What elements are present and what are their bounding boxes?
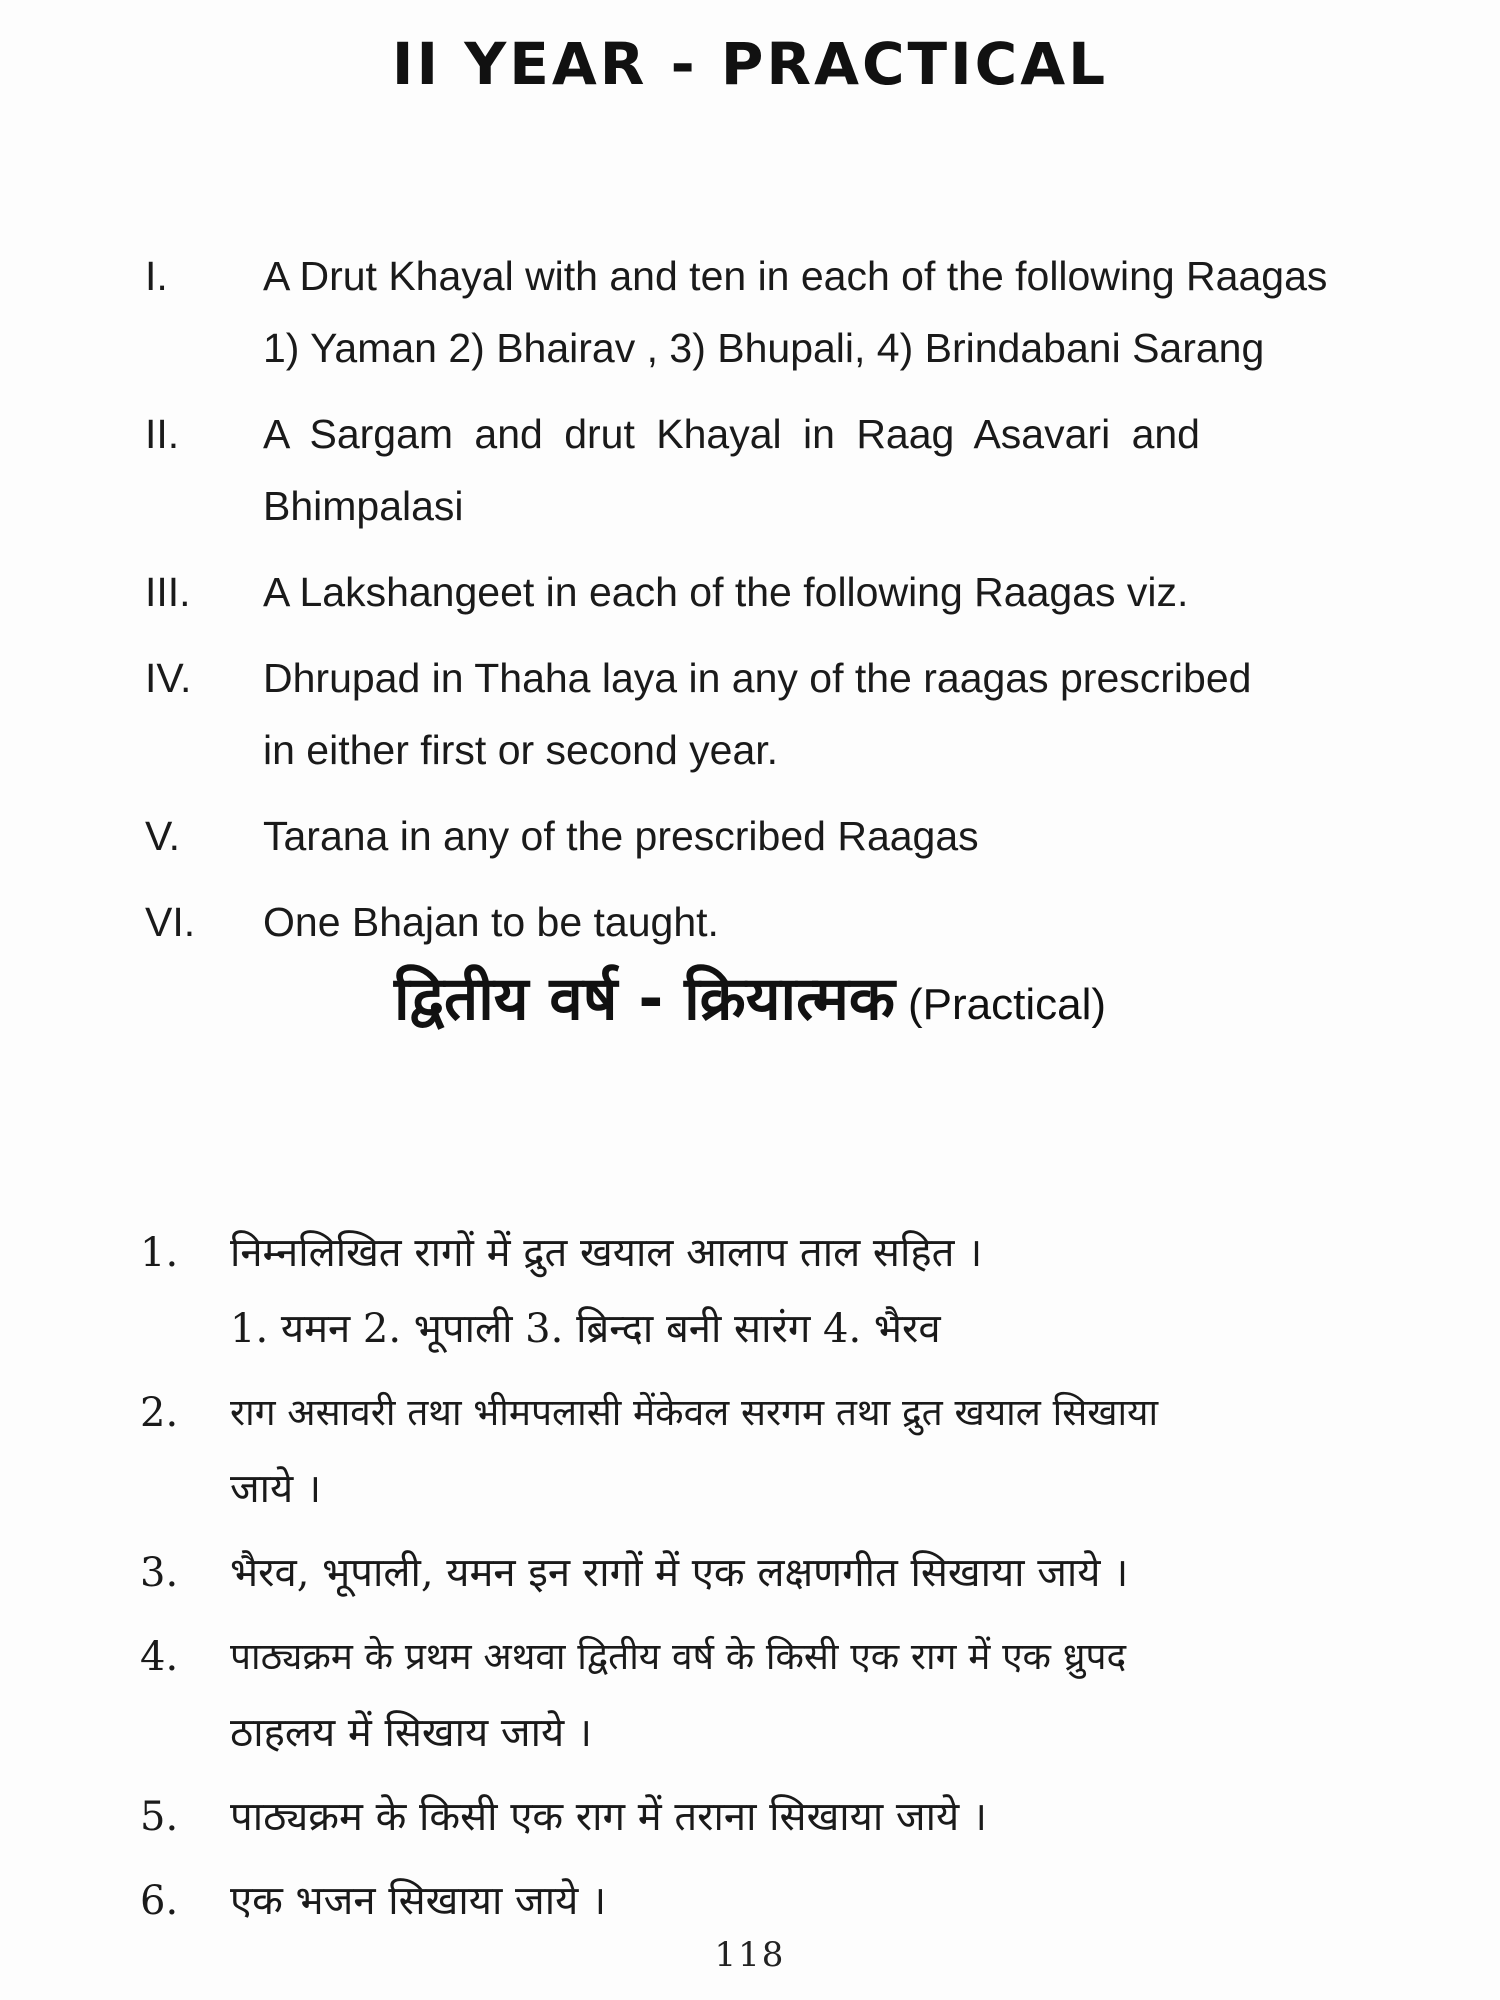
item-text-continued: 1. यमन 2. भूपाली 3. ब्रिन्दा बनी सारंग 4. भैरव <box>230 1306 941 1352</box>
list-item <box>140 1863 1390 1939</box>
item-number: 2. <box>140 1390 179 1436</box>
list-item <box>140 1215 1390 1367</box>
item-number: VI. <box>145 899 196 945</box>
list-item <box>145 398 1385 542</box>
item-text-continued: ठाहलय में सिखाय जाये । <box>230 1710 593 1756</box>
hindi-syllabus-list <box>140 1215 1390 1947</box>
hindi-section-title <box>0 955 1500 1037</box>
list-item <box>145 886 1385 958</box>
english-syllabus-list <box>145 240 1385 972</box>
item-text: A Drut Khayal with and ten in each of the following Raagas <box>263 253 1328 299</box>
item-number: II. <box>145 411 180 457</box>
item-text: एक भजन सिखाया जाये । <box>230 1878 607 1924</box>
item-text: Tarana in any of the prescribed Raagas <box>263 813 979 859</box>
list-item <box>140 1535 1390 1611</box>
list-item <box>140 1779 1390 1855</box>
item-number: 4. <box>140 1634 179 1680</box>
item-text: निम्नलिखित रागों में द्रुत खयाल आलाप ताल सहित । <box>230 1230 983 1276</box>
item-text: भैरव, भूपाली, यमन इन रागों में एक लक्षणगीत सिखाया जाये । <box>230 1550 1129 1596</box>
item-number: IV. <box>145 655 192 701</box>
item-number: 1. <box>140 1230 179 1276</box>
item-text: Dhrupad in Thaha laya in any of the raagas prescribed <box>263 655 1252 701</box>
item-text: One Bhajan to be taught. <box>263 899 719 945</box>
item-number: 3. <box>140 1550 179 1596</box>
item-text-continued: जाये । <box>230 1466 322 1512</box>
item-text: A Lakshangeet in each of the following Raagas viz. <box>263 569 1189 615</box>
page-title: II YEAR - PRACTICAL <box>391 30 1109 98</box>
item-text-continued: 1) Yaman 2) Bhairav , 3) Bhupali, 4) Brindabani Sarang <box>263 325 1265 371</box>
list-item <box>145 642 1385 786</box>
item-text-continued: in either first or second year. <box>263 727 779 773</box>
item-text: पाठ्यक्रम के किसी एक राग में तराना सिखाया जाये । <box>230 1794 988 1840</box>
item-number: 6. <box>140 1878 179 1924</box>
page-number: 118 <box>714 1935 786 1975</box>
item-text: A Sargam and drut Khayal in Raag Asavari and <box>263 411 1200 457</box>
item-number: V. <box>145 813 180 859</box>
list-item <box>145 800 1385 872</box>
item-number: 5. <box>140 1794 179 1840</box>
list-item <box>140 1619 1390 1771</box>
list-item <box>145 556 1385 628</box>
list-item <box>145 240 1385 384</box>
item-text: पाठ्यक्रम के प्रथम अथवा द्वितीय वर्ष के किसी एक राग में एक ध्रुपद <box>230 1635 1127 1678</box>
list-item <box>140 1375 1390 1527</box>
item-number: I. <box>145 253 168 299</box>
hindi-title-text: द्वितीय वर्ष - क्रियात्मक <box>393 964 895 1034</box>
item-number: III. <box>145 569 191 615</box>
item-text-continued: Bhimpalasi <box>263 483 464 529</box>
item-text: राग असावरी तथा भीमपलासी मेंकेवल सरगम तथा द्रुत खयाल सिखाया <box>230 1391 1159 1434</box>
hindi-title-subtitle: (Practical) <box>908 980 1107 1029</box>
